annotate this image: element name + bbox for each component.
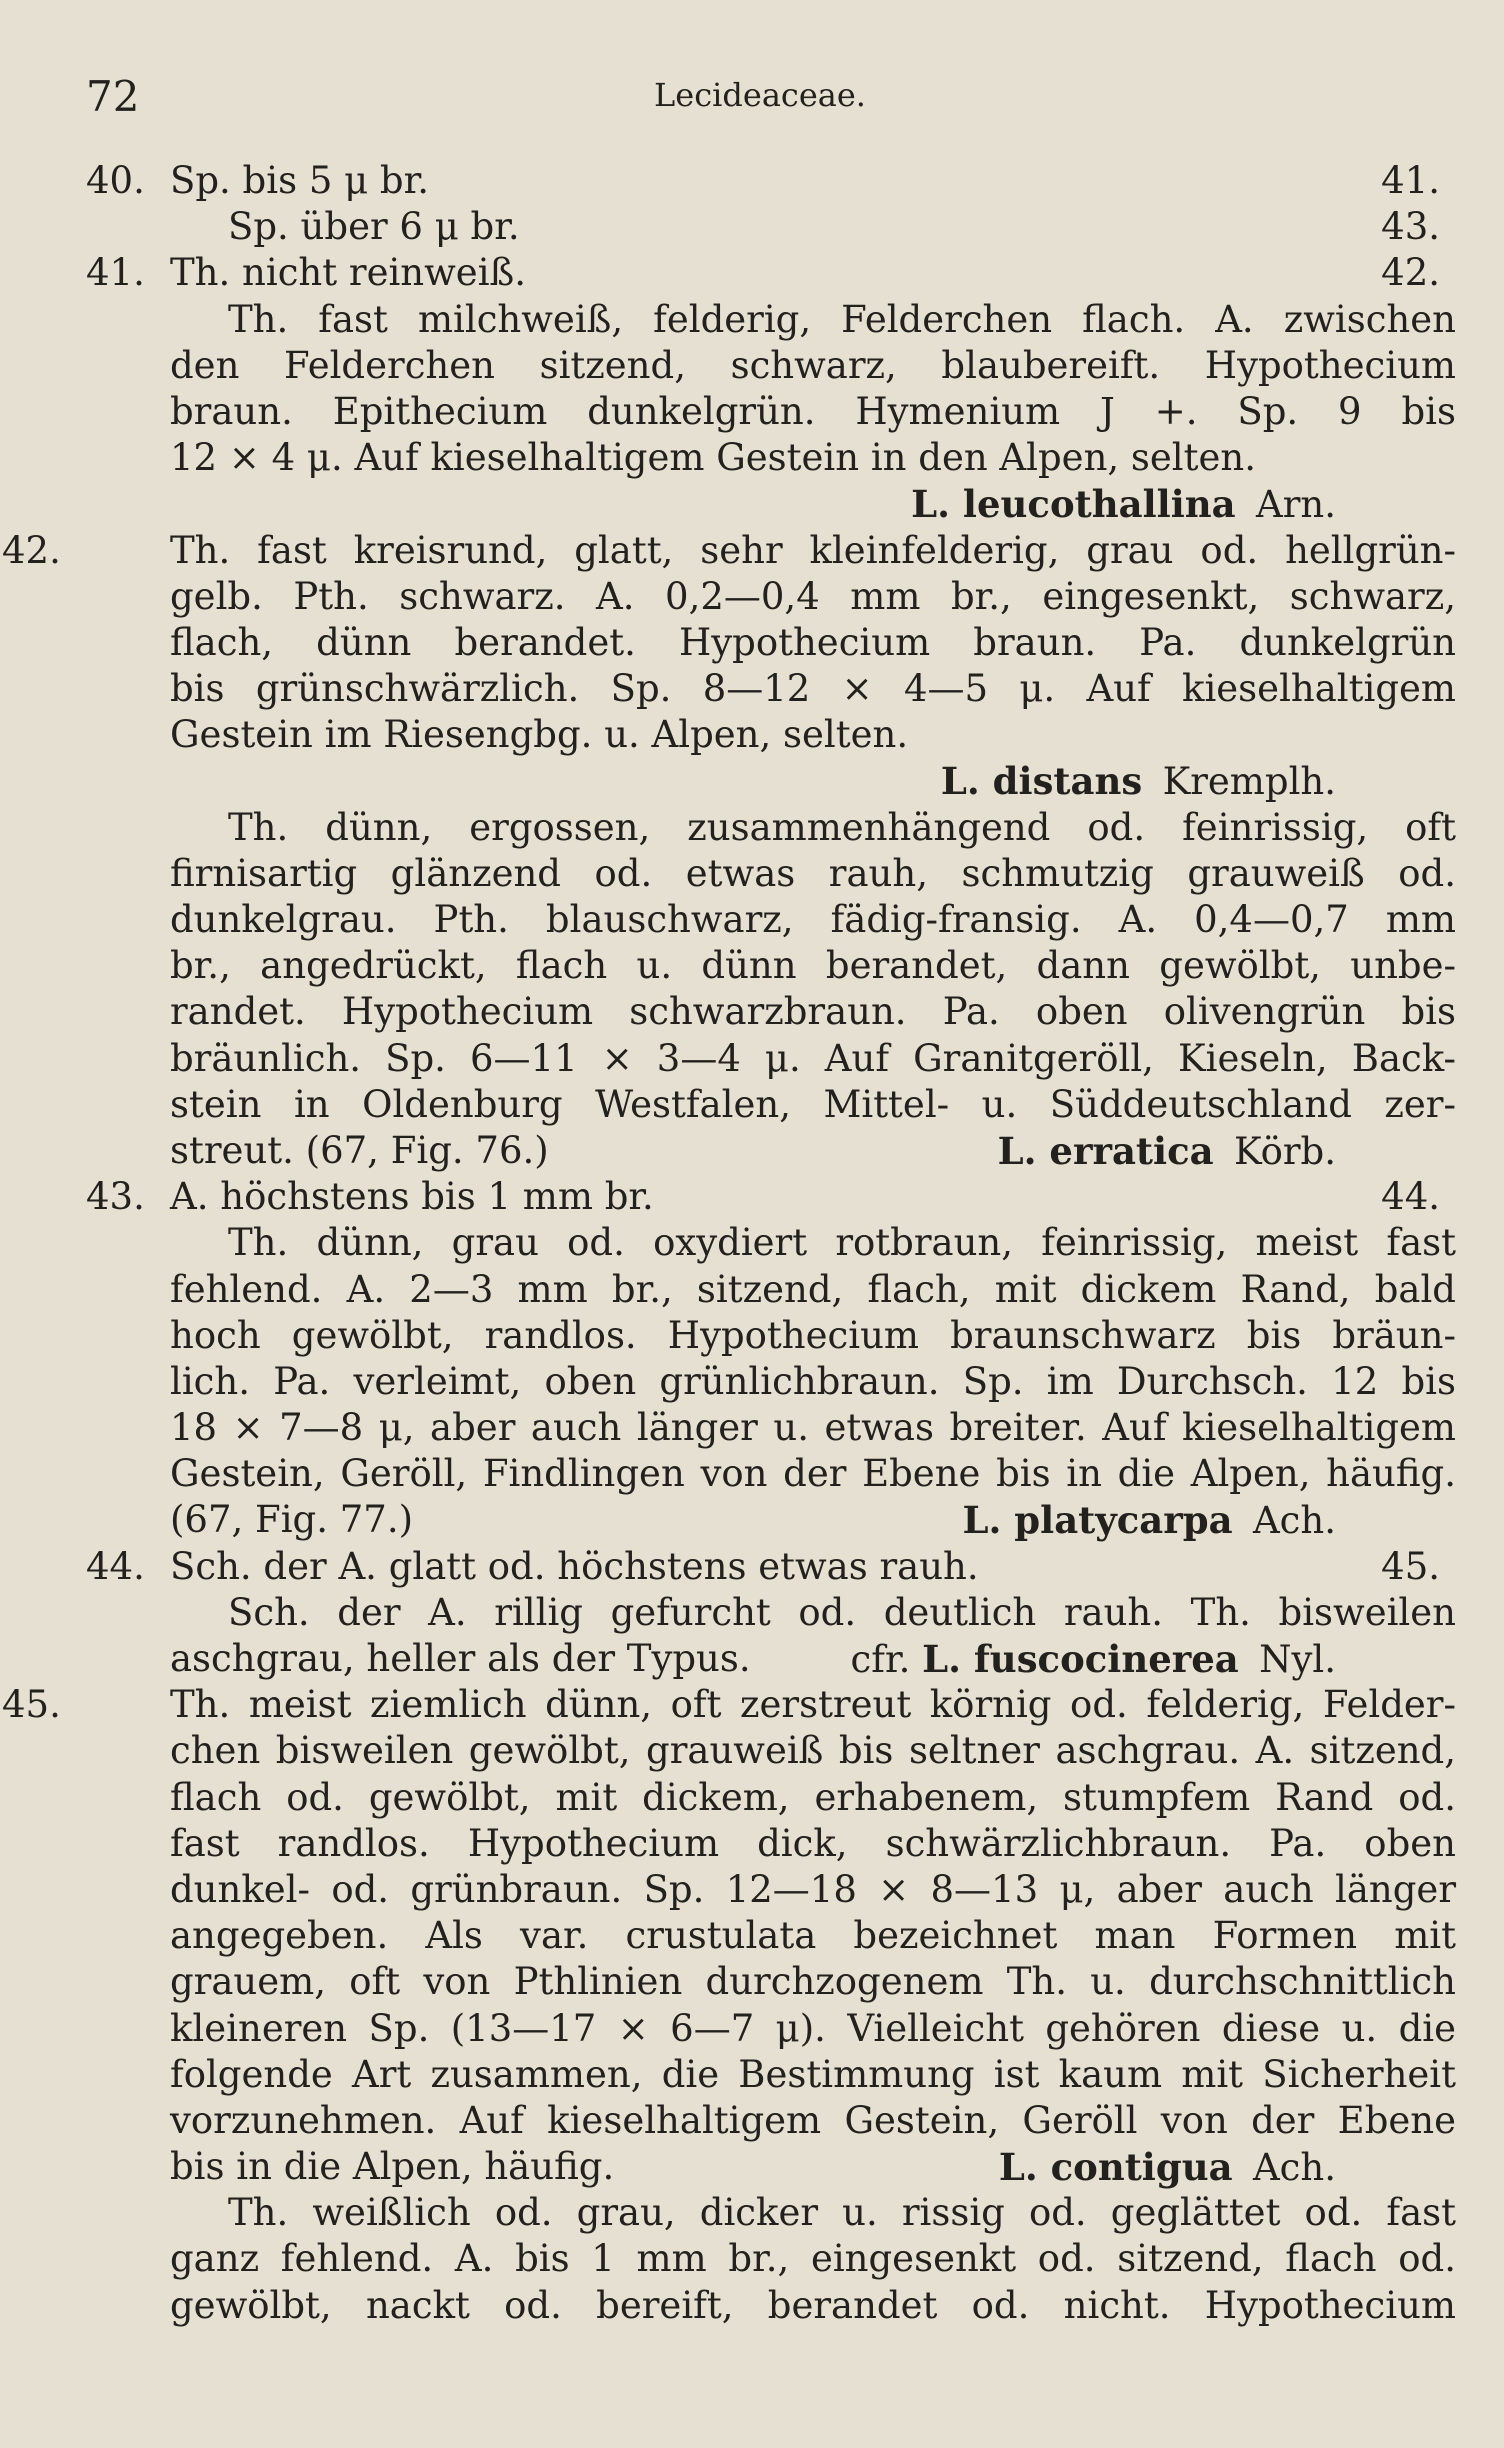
description-line: Gestein, Geröll, Findlingen von der Ebene bis in die Alpen, häufig. [170,1452,1456,1496]
key-text [2,158,1456,2329]
description-line [2,528,1456,574]
description-line: angegeben. Als var. crustulata bezeichnet man Formen mit [170,1914,1456,1958]
description-line: randet. Hypothecium schwarzbraun. Pa. oben olivengrün bis [170,990,1456,1034]
description-line: 12 × 4 μ. Auf kieselhaltigem Gestein in den Alpen, selten. [170,436,1256,480]
description-line: Th. dünn, grau od. oxydiert rotbraun, feinrissig, meist fast [228,1221,1456,1265]
description-line: gelb. Pth. schwarz. A. 0,2—0,4 mm br., eingesenkt, schwarz, [170,574,1456,618]
species-line [86,1497,1456,1543]
species-line [86,2144,1456,2190]
species-citation [999,2144,1336,2191]
species-author: Ach. [1252,1499,1336,1543]
lead-number: 44. [1381,1175,1440,1219]
description-line: folgende Art zusammen, die Bestimmung ist kaum mit Sicherheit [170,2052,1456,2096]
species-author: Ach. [1252,2146,1336,2190]
line-text: A. höchstens bis 1 mm br. [170,1175,654,1219]
species-name: L. fuscocinerea [922,1637,1239,1681]
species-prefix: cfr. [850,1638,911,1681]
description-line: ganz fehlend. A. bis 1 mm br., eingesenkt od. sitzend, flach od. [170,2237,1456,2281]
line-text: streut. (67, Fig. 76.) [170,1128,549,1172]
description-line: flach od. gewölbt, mit dickem, erhabenem, stumpfem Rand od. [170,1775,1456,1819]
species-name: L. contigua [998,2145,1233,2190]
species-name: L. erratica [997,1128,1214,1173]
description-line: dunkelgrau. Pth. blauschwarz, fädig-fransig. A. 0,4—0,7 mm [170,898,1456,941]
species-name: L. distans [940,759,1143,804]
species-name: L. platycarpa [962,1498,1233,1543]
description-line: bräunlich. Sp. 6—11 × 3—4 μ. Auf Granitgeröll, Kieseln, Back- [170,1036,1456,1080]
page-header [86,72,1434,128]
line-text: (67, Fig. 77.) [170,1498,414,1542]
description-line: Sch. der A. rillig gefurcht od. deutlich rauh. Th. bisweilen [228,1590,1456,1634]
description-line: flach, dünn berandet. Hypothecium braun. Pa. dunkelgrün [170,620,1456,664]
couplet-number: 43. [86,1175,145,1219]
lead-number: 42. [1381,251,1440,295]
running-title: Lecideaceae. [654,76,866,114]
description-line: stein in Oldenburg Westfalen, Mittel- u. Süddeutschland zer- [170,1082,1456,1126]
key-line [86,250,1456,296]
description-line: grauem, oft von Pthlinien durchzogenem Th. u. durchschnittlich [170,1960,1456,2004]
species-author: Nyl. [1259,1638,1336,1681]
description-line [2,1682,1456,1728]
page-number: 72 [86,72,140,121]
couplet-number: 40. [86,159,145,202]
couplet-number: 42. [2,528,61,572]
lead-number: 43. [1381,205,1440,249]
description-line: gewölbt, nackt od. bereift, berandet od. nicht. Hypothecium [170,2283,1456,2327]
description-line: bis grünschwärzlich. Sp. 8—12 × 4—5 μ. Auf kieselhaltigem [170,667,1456,711]
description-line: Th. fast milchweiß, felderig, Felderchen flach. A. zwischen [228,297,1456,341]
line-text: bis in die Alpen, häufig. [170,2145,615,2189]
species-line [86,758,1456,804]
line-text: Sp. über 6 μ br. [228,205,520,249]
species-line [86,1636,1456,1682]
couplet-number: 41. [86,251,145,295]
line-text: Th. fast kreisrund, glatt, sehr kleinfelderig, grau od. hellgrün- [170,528,1456,572]
description-line: 18 × 7—8 μ, aber auch länger u. etwas breiter. Auf kieselhaltigem [170,1406,1456,1450]
description-line: braun. Epithecium dunkelgrün. Hymenium J +. Sp. 9 bis [170,389,1456,433]
lead-number: 41. [1381,159,1440,202]
line-text: Th. meist ziemlich dünn, oft zerstreut körnig od. felderig, Felder- [170,1683,1456,1727]
description-line: den Felderchen sitzend, schwarz, blaubereift. Hypothecium [170,343,1456,387]
description-line: dunkel- od. grünbraun. Sp. 12—18 × 8—13 μ, aber auch länger [170,1867,1456,1911]
description-line: lich. Pa. verleimt, oben grünlichbraun. Sp. im Durchsch. 12 bis [170,1359,1456,1403]
line-text: Th. nicht reinweiß. [170,251,526,295]
description-line: firnisartig glänzend od. etwas rauh, schmutzig grauweiß od. [170,851,1456,895]
description-line: Th. dünn, ergossen, zusammenhängend od. feinrissig, oft [228,805,1456,849]
species-author: Arn. [1256,483,1336,527]
key-line [86,204,1456,250]
key-line [86,158,1456,204]
key-line [86,1174,1456,1220]
species-citation [962,1497,1336,1544]
couplet-number: 44. [86,1544,145,1588]
description-line: chen bisweilen gewölbt, grauweiß bis seltner aschgrau. A. sitzend, [170,1729,1456,1773]
description-line: fehlend. A. 2—3 mm br., sitzend, flach, mit dickem Rand, bald [170,1267,1456,1311]
couplet-number: 45. [2,1683,61,1727]
description-line: Gestein im Riesengbg. u. Alpen, selten. [170,713,909,757]
species-author: Kremplh. [1162,760,1336,804]
species-author: Körb. [1233,1129,1336,1173]
description-line: vorzunehmen. Auf kieselhaltigem Gestein, Geröll von der Ebene [170,2098,1456,2142]
description-line: Th. weißlich od. grau, dicker u. rissig od. geglättet od. fast [228,2191,1456,2235]
species-line [86,481,1456,527]
description-line: br., angedrückt, flach u. dünn berandet, dann gewölbt, unbe- [170,944,1456,988]
species-citation [998,1128,1336,1175]
line-text: aschgrau, heller als der Typus. [170,1637,751,1680]
line-text: Sp. bis 5 μ br. [170,159,429,202]
description-line: fast randlos. Hypothecium dick, schwärzlichbraun. Pa. oben [170,1821,1456,1865]
species-citation [851,1636,1336,1683]
description-line: hoch gewölbt, randlos. Hypothecium braunschwarz bis bräun- [170,1313,1456,1357]
species-name: L. leucothallina [911,482,1236,527]
lead-number: 45. [1381,1544,1440,1588]
key-line [86,1544,1456,1590]
description-line: kleineren Sp. (13—17 × 6—7 μ). Vielleicht gehören diese u. die [170,2006,1456,2050]
line-text: Sch. der A. glatt od. höchstens etwas rauh. [170,1544,979,1588]
species-line [86,1128,1456,1174]
